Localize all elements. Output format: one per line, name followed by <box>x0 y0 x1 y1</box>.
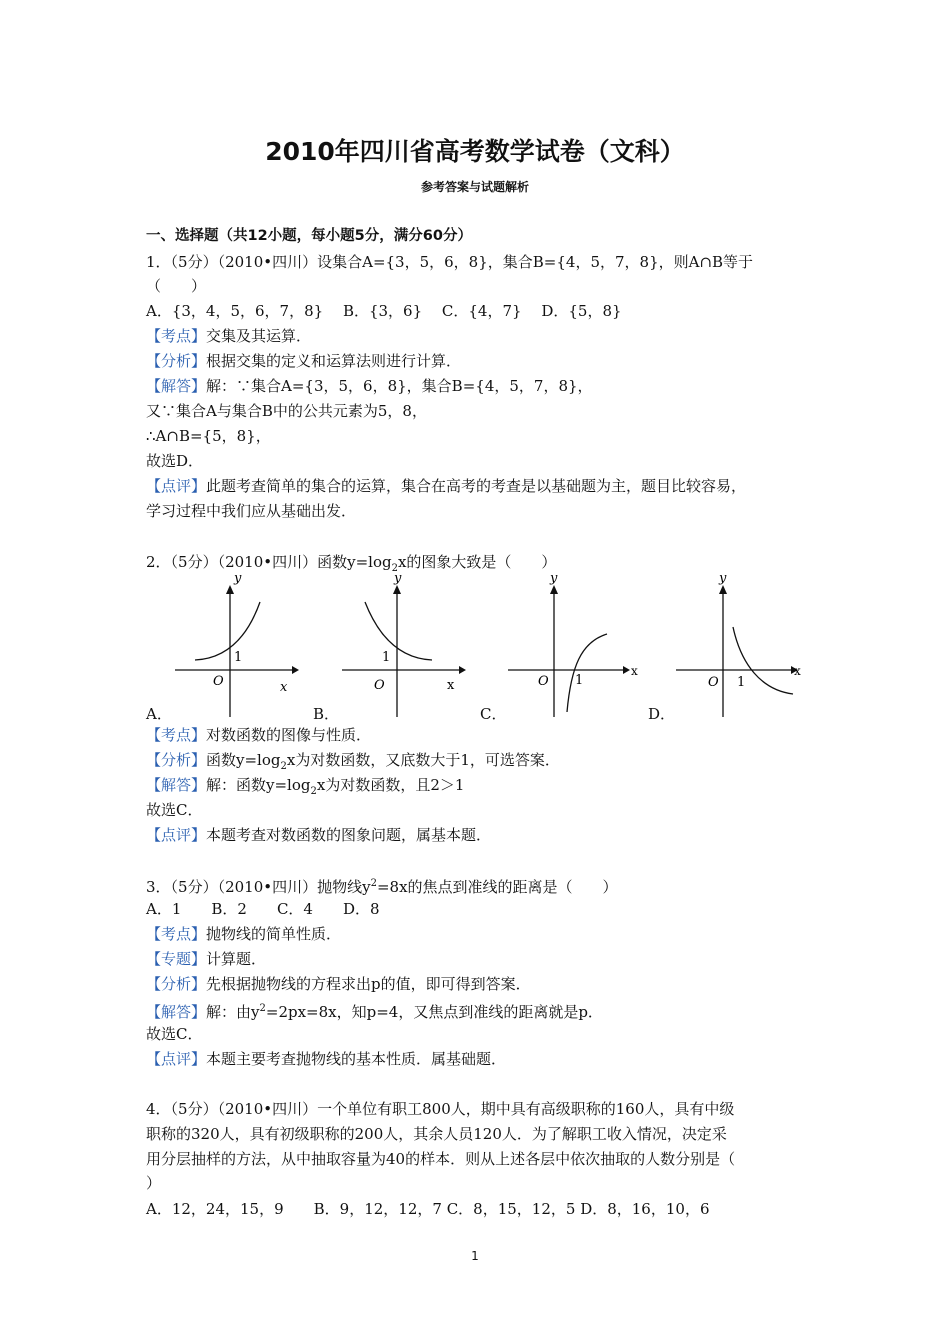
page-subtitle: 参考答案与试题解析 <box>420 180 529 194</box>
q1-jieda <box>146 376 593 396</box>
q3-jieda-post: =2px=8x，知p=4，又焦点到准线的距离就是p． <box>265 1003 603 1021</box>
q1-solution-line: 又∵集合A与集合B中的公共元素为5，8， <box>146 402 427 420</box>
q2-kaodian <box>146 725 371 745</box>
q3-dianping-text: 本题主要考查抛物线的基本性质．属基础题． <box>206 1050 507 1068</box>
q3-kaodian-tag: 【考点】 <box>146 925 207 943</box>
graph-c <box>505 571 638 722</box>
q2-stem-pre: 2．（5分）（2010•四川）函数y=log <box>146 553 392 571</box>
q4-stem-line: ） <box>146 1174 162 1192</box>
section-heading: 一、选择题（共12小题，每小题5分，满分60分） <box>146 228 472 244</box>
q1-stem: 1．（5分）（2010•四川）设集合A={3，5，6，8}，集合B={4，5，7，8}，则A∩B等于 <box>146 253 754 271</box>
page-title: 2010年四川省高考数学试卷（文科） <box>265 137 685 166</box>
graph-c-x-label: x <box>631 664 638 678</box>
q1-kaodian-text: 交集及其运算． <box>206 327 312 345</box>
graph-b-origin-label: O <box>374 678 385 693</box>
graph-c-origin-label: O <box>538 674 549 689</box>
q3-jieda-pre: 解：由y <box>206 1003 260 1021</box>
q3-stem-pre: 3．（5分）（2010•四川）抛物线y <box>146 878 371 896</box>
q4-stem-line: 职称的320人，具有初级职称的200人，其余人员120人．为了解职工收入情况，决定采 <box>146 1125 727 1143</box>
q1-solution-line: ∴A∩B={5，8}， <box>146 427 271 445</box>
graph-a-y-label: y <box>234 571 242 586</box>
q2-fenxi-post: x为对数函数，又底数大于1，可选答案． <box>286 751 560 769</box>
graph-c-y-label: y <box>550 571 558 586</box>
graph-a-x-label: x <box>280 680 288 695</box>
q1-dianping-cont: 学习过程中我们应从基础出发． <box>146 502 357 520</box>
q3-kaodian-text: 抛物线的简单性质． <box>206 925 342 943</box>
graph-d-x-label: x <box>794 664 801 678</box>
q3-dianping <box>146 1049 506 1069</box>
q3-jieda <box>146 999 603 1022</box>
graph-b-y-label: y <box>394 571 402 586</box>
graph-d-y-label: y <box>719 571 727 586</box>
q3-jieda-tag: 【解答】 <box>146 1003 207 1021</box>
graph-b-option-label: B． <box>313 705 340 723</box>
q1-kaodian-tag: 【考点】 <box>146 327 207 345</box>
q2-stem-post: x的图象大致是（ ） <box>397 553 557 571</box>
q2-jieda-tag: 【解答】 <box>146 776 207 794</box>
q1-dianping-text: 此题考查简单的集合的运算，集合在高考的考查是以基础题为主，题目比较容易， <box>206 477 747 495</box>
graph-c-one-label: 1 <box>575 673 584 688</box>
q3-zhuanti-text: 计算题． <box>206 950 267 968</box>
q3-kaodian <box>146 924 341 944</box>
q1-jieda-text: 解：∵集合A={3，5，6，8}，集合B={4，5，7，8}， <box>206 377 593 395</box>
graph-c-option-label: C． <box>480 705 507 723</box>
q3-dianping-tag: 【点评】 <box>146 1050 207 1068</box>
q2-solution-line: 故选C． <box>146 801 203 819</box>
q4-options: A．12，24，15，9 B．9，12，12，7 C．8，15，12，5 D．8，16，10，6 <box>146 1200 710 1218</box>
q2-stem-sub: 2 <box>391 563 398 574</box>
q2-dianping <box>146 825 491 845</box>
q2-kaodian-tag: 【考点】 <box>146 726 207 744</box>
page-number: 1 <box>471 1249 479 1263</box>
graph-a-one-label: 1 <box>234 650 243 665</box>
q2-dianping-text: 本题考查对数函数的图象问题，属基本题． <box>206 826 492 844</box>
q1-fenxi-tag: 【分析】 <box>146 352 207 370</box>
q3-stem-sup: 2 <box>370 878 377 889</box>
q2-dianping-tag: 【点评】 <box>146 826 207 844</box>
q2-fenxi-pre: 函数y=log <box>206 751 281 769</box>
q4-stem-line: 用分层抽样的方法，从中抽取容量为40的样本．则从上述各层中依次抽取的人数分别是（ <box>146 1150 736 1168</box>
q2-jieda-post: x为对数函数，且2＞1 <box>316 776 465 794</box>
graph-b-x-label: x <box>447 678 455 693</box>
q2-jieda <box>146 775 464 802</box>
q2-fenxi-sub: 2 <box>280 761 287 772</box>
graph-d-option-label: D． <box>648 705 676 723</box>
graph-a-option-label: A． <box>146 705 172 723</box>
graph-b <box>337 572 467 722</box>
q2-kaodian-text: 对数函数的图像与性质． <box>206 726 372 744</box>
q1-options: A．{3，4，5，6，7，8} B．{3，6} C．{4，7} D．{5，8} <box>146 302 622 320</box>
q3-options: A．1 B．2 C．4 D．8 <box>146 900 380 918</box>
graph-a-origin-label: O <box>213 674 224 689</box>
q1-stem-paren: （ ） <box>146 277 207 295</box>
q1-dianping-tag: 【点评】 <box>146 477 207 495</box>
q4-stem-line: 4．（5分）（2010•四川）一个单位有职工800人，期中具有高级职称的160人，具有中级 <box>146 1100 735 1118</box>
q3-fenxi-tag: 【分析】 <box>146 975 207 993</box>
graph-b-one-label: 1 <box>382 650 391 665</box>
q3-fenxi <box>146 974 531 994</box>
q3-solution-line: 故选C． <box>146 1025 203 1043</box>
q3-zhuanti <box>146 949 266 969</box>
q1-solution-line: 故选D． <box>146 452 204 470</box>
graph-a <box>170 572 300 722</box>
q1-jieda-tag: 【解答】 <box>146 377 207 395</box>
q1-dianping <box>146 476 746 496</box>
q3-stem-post: =8x的焦点到准线的距离是（ ） <box>376 878 618 896</box>
q3-stem <box>146 874 618 897</box>
graph-d-origin-label: O <box>708 675 719 690</box>
q3-jieda-sup: 2 <box>259 1003 266 1014</box>
graph-d <box>673 572 803 722</box>
q2-jieda-sub: 2 <box>310 786 317 797</box>
q3-fenxi-text: 先根据抛物线的方程求出p的值，即可得到答案． <box>206 975 531 993</box>
q1-fenxi <box>146 351 461 371</box>
q1-fenxi-text: 根据交集的定义和运算法则进行计算． <box>206 352 462 370</box>
q2-fenxi <box>146 750 560 777</box>
q3-zhuanti-tag: 【专题】 <box>146 950 207 968</box>
q1-kaodian <box>146 326 311 346</box>
q2-fenxi-tag: 【分析】 <box>146 751 207 769</box>
graph-d-one-label: 1 <box>737 675 746 690</box>
q2-jieda-pre: 解：函数y=log <box>206 776 311 794</box>
